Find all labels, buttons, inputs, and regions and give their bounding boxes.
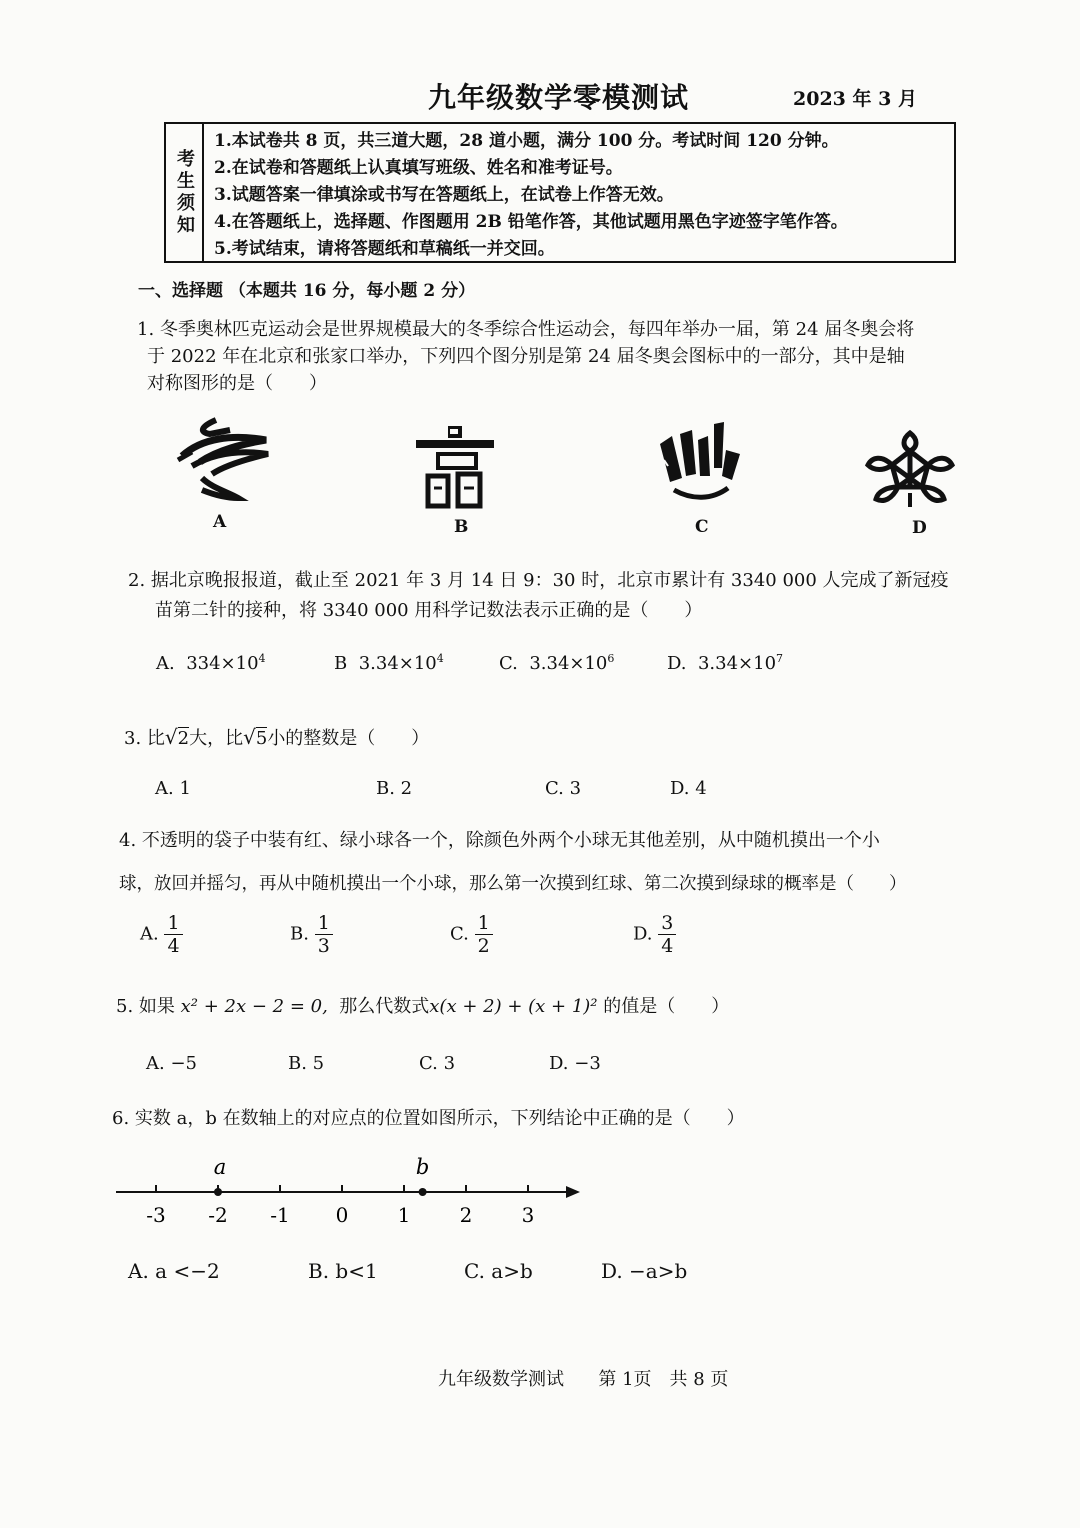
point-b-label: b — [415, 1155, 430, 1179]
notice-list — [214, 128, 848, 263]
figure-a-label: A — [213, 512, 227, 532]
number-line-tick-label: -3 — [146, 1203, 166, 1227]
q5-option-b: B. 5 — [288, 1053, 325, 1074]
q2-option-a: A. $334\times 10^4$ — [156, 652, 266, 674]
point-b-marker — [419, 1188, 427, 1196]
q3-stem: 3. 比√2大，比√5小的整数是（ ） — [124, 725, 430, 749]
q3-option-a: A. 1 — [155, 778, 191, 799]
q4-option-c: C. $\frac{1}{2}$ — [450, 912, 493, 957]
point-a-marker — [214, 1188, 222, 1196]
exam-date: 2023 年 3 月 — [793, 88, 917, 110]
figure-c-icon — [652, 420, 748, 508]
q5-option-a: A. −5 — [146, 1053, 197, 1074]
notice-item: 1.本试卷共 8 页，共三道大题，28 道小题，满分 100 分。考试时间 120 分钟。 — [214, 131, 839, 151]
q4-line2: 球，放回并摇匀，再从中随机摸出一个小球，那么第一次摸到红球、第二次摸到绿球的概率是（ ） — [119, 874, 907, 894]
q1-line3: 对称图形的是（ ） — [147, 373, 327, 394]
q6-option-b: B. b<1 — [308, 1259, 378, 1283]
notice-item: 2.在试卷和答题纸上认真填写班级、姓名和准考证号。 — [214, 158, 623, 178]
q2-option-d: D. $3.34\times 10^7$ — [667, 652, 784, 674]
q6-option-a: A. a <−2 — [128, 1259, 220, 1283]
page-title: 九年级数学零模测试 — [428, 81, 690, 114]
q5-option-d: D. −3 — [549, 1053, 601, 1074]
notice-item: 4.在答题纸上，选择题、作图题用 2B 铅笔作答，其他试题用黑色字迹签字笔作答。 — [214, 212, 848, 232]
q5-option-c: C. 3 — [419, 1053, 456, 1074]
q3-option-b: B. 2 — [376, 778, 413, 799]
figure-b-label: B — [454, 517, 469, 537]
q3-option-d: D. 4 — [670, 778, 707, 799]
q2-line2: 苗第二针的接种，将 3340 000 用科学记数法表示正确的是（ ） — [155, 600, 703, 621]
footer-subject: 九年级数学测试 — [438, 1369, 564, 1390]
q6-option-c: C. a>b — [464, 1259, 533, 1283]
q3-option-c: C. 3 — [545, 778, 582, 799]
figure-d-icon — [862, 425, 958, 511]
q6-option-d: D. −a>b — [601, 1259, 688, 1283]
footer-page-number: 第 1页 共 8 页 — [598, 1369, 729, 1390]
number-line — [110, 1150, 590, 1230]
number-line-tick-label: -1 — [270, 1203, 290, 1227]
number-line-tick-label: -2 — [208, 1203, 228, 1227]
number-line-tick-label: 2 — [459, 1203, 473, 1227]
notice-label: 考生须知 — [166, 124, 204, 261]
section-heading: 一、选择题 （本题共 16 分，每小题 2 分） — [138, 281, 476, 301]
figure-b-icon — [410, 420, 500, 512]
point-a-label: a — [213, 1155, 227, 1179]
figure-a-icon — [172, 412, 272, 504]
q2-line1: 2. 据北京晚报报道，截止至 2021 年 3 月 14 日 9：30 时，北京市累计有 3340 000 人完成了新冠疫 — [128, 570, 949, 591]
number-line-tick-label: 0 — [335, 1203, 349, 1227]
figure-c-label: C — [695, 517, 709, 537]
q2-option-c: C. $3.34\times 10^6$ — [499, 652, 615, 674]
q4-option-b: B. $\frac{1}{3}$ — [290, 912, 333, 957]
figure-d-label: D — [912, 518, 927, 538]
number-line-tick-label: 3 — [521, 1203, 535, 1227]
q6-stem: 6. 实数 a，b 在数轴上的对应点的位置如图所示，下列结论中正确的是（ ） — [112, 1108, 745, 1129]
notice-item: 3.试题答案一律填涂或书写在答题纸上，在试卷上作答无效。 — [214, 185, 674, 205]
q2-option-b: B $3.34\times 10^4$ — [334, 652, 444, 674]
q4-option-a: A. $\frac{1}{4}$ — [140, 912, 183, 957]
q1-line2: 于 2022 年在北京和张家口举办，下列四个图分别是第 24 届冬奥会图标中的一部分，其中是轴 — [147, 346, 905, 367]
number-line-tick-label: 1 — [397, 1203, 411, 1227]
page-footer — [438, 1365, 728, 1391]
q5-stem: 5. 如果 x² + 2x − 2 = 0, 那么代数式x(x + 2) + (x + 1)² 的值是（ ） — [116, 996, 730, 1017]
q4-option-d: D. $\frac{3}{4}$ — [633, 912, 676, 957]
q1-line1: 1. 冬季奥林匹克运动会是世界规模最大的冬季综合性运动会，每四年举办一届，第 24 届冬奥会将 — [137, 319, 915, 340]
notice-box — [164, 122, 956, 263]
q4-line1: 4. 不透明的袋子中装有红、绿小球各一个，除颜色外两个小球无其他差别，从中随机摸出一个小 — [119, 830, 880, 851]
notice-item: 5.考试结束，请将答题纸和草稿纸一并交回。 — [214, 239, 555, 259]
